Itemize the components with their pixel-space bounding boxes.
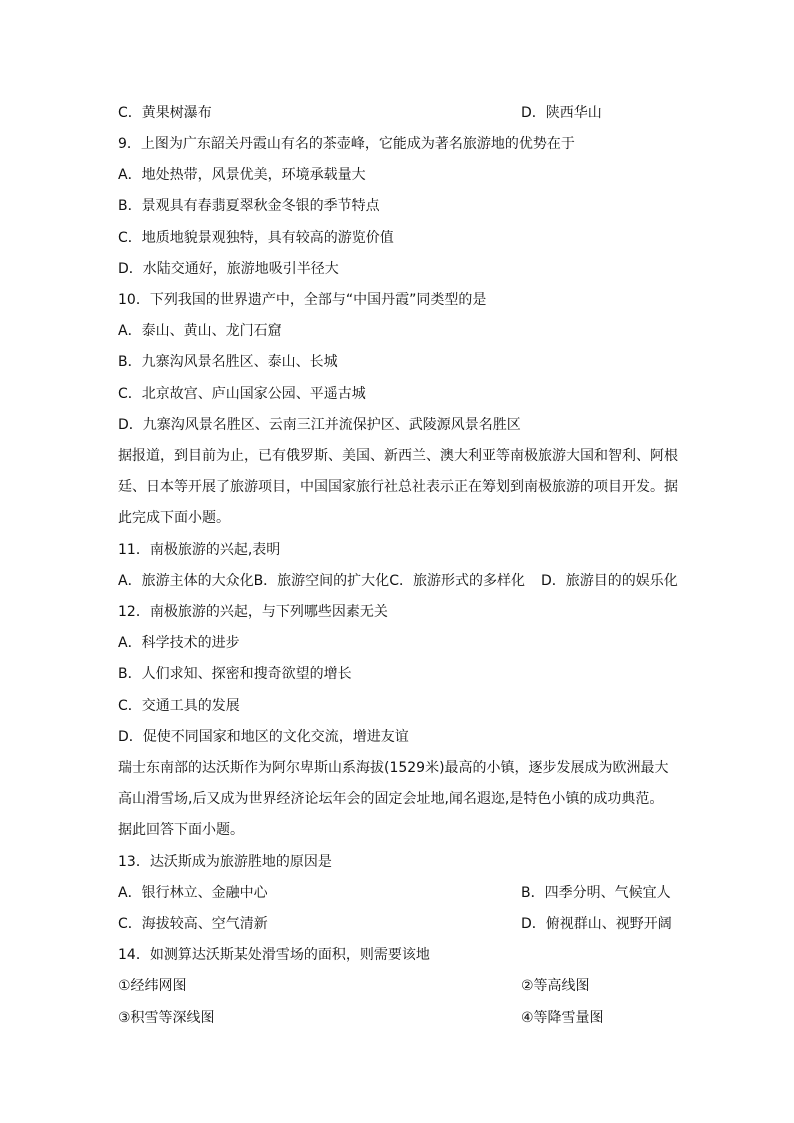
q8-option-d: D．陕西华山 xyxy=(521,105,602,121)
q14-stem: 14．如测算达沃斯某处滑雪场的面积，则需要该地 xyxy=(118,947,430,963)
q13-options-row-1 xyxy=(118,883,671,903)
q14-item-3: ③积雪等深线图 xyxy=(118,1010,215,1026)
q11-options-row xyxy=(118,571,678,591)
passage2-line-2: 高山滑雪场,后又成为世界经济论坛年会的固定会址地,闻名遐迩,是特色小镇的成功典范。 xyxy=(118,791,664,807)
q14-items-row-2 xyxy=(118,1008,604,1028)
q12-option-a: A．科学技术的进步 xyxy=(118,635,240,651)
passage1-line-3: 此完成下面小题。 xyxy=(118,510,230,526)
q11-option-b: B．旅游空间的扩大化 xyxy=(253,573,390,589)
q10-option-b: B．九寨沟风景名胜区、泰山、长城 xyxy=(118,354,338,370)
passage1-line-1: 据报道，到目前为止，已有俄罗斯、美国、新西兰、澳大利亚等南极旅游大国和智利、阿根 xyxy=(118,448,678,464)
passage2-line-3: 据此回答下面小题。 xyxy=(118,822,244,838)
q11-stem: 11．南极旅游的兴起,表明 xyxy=(118,542,281,558)
q11-option-d: D．旅游目的的娱乐化 xyxy=(540,573,678,589)
q9-option-b: B．景观具有春翡夏翠秋金冬银的季节特点 xyxy=(118,198,380,214)
q12-option-c: C．交通工具的发展 xyxy=(118,698,240,714)
q14-items-row-1 xyxy=(118,976,590,996)
q9-option-d: D．水陆交通好，旅游地吸引半径大 xyxy=(118,261,339,277)
q14-item-1: ①经纬网图 xyxy=(118,978,187,994)
q10-stem: 10．下列我国的世界遗产中，全部与“中国丹霞”同类型的是 xyxy=(118,292,487,308)
q10-option-a: A．泰山、黄山、龙门石窟 xyxy=(118,323,282,339)
q9-stem: 9．上图为广东韶关丹霞山有名的茶壶峰，它能成为著名旅游地的优势在于 xyxy=(118,136,575,152)
passage1-line-2: 廷、日本等开展了旅游项目，中国国家旅行社总社表示正在筹划到南极旅游的项目开发。据 xyxy=(118,479,678,495)
q13-option-a: A．银行林立、金融中心 xyxy=(118,885,268,901)
q13-option-c: C．海拔较高、空气清新 xyxy=(118,916,268,932)
q13-stem: 13．达沃斯成为旅游胜地的原因是 xyxy=(118,854,332,870)
passage2-line-1: 瑞士东南部的达沃斯作为阿尔卑斯山系海拔(1529米)最高的小镇，逐步发展成为欧洲最大 xyxy=(118,760,669,776)
q12-stem: 12．南极旅游的兴起，与下列哪些因素无关 xyxy=(118,604,388,620)
q12-option-b: B．人们求知、探密和搜奇欲望的增长 xyxy=(118,666,352,682)
q14-item-4: ④等降雪量图 xyxy=(521,1010,604,1026)
q13-options-row-2 xyxy=(118,914,672,934)
q13-option-b: B．四季分明、气候宜人 xyxy=(521,885,671,901)
q13-option-d: D．俯视群山、视野开阔 xyxy=(521,916,672,932)
q11-option-a: A．旅游主体的大众化 xyxy=(118,573,254,589)
q9-option-a: A．地处热带，风景优美，环境承载量大 xyxy=(118,167,366,183)
q8-options-row-2 xyxy=(118,103,602,123)
q12-option-d: D．促使不同国家和地区的文化交流，增进友谊 xyxy=(118,729,409,745)
q10-option-d: D．九寨沟风景名胜区、云南三江并流保护区、武陵源风景名胜区 xyxy=(118,417,521,433)
q10-option-c: C．北京故宫、庐山国家公园、平遥古城 xyxy=(118,386,366,402)
q11-option-c: C．旅游形式的多样化 xyxy=(389,573,525,589)
q9-option-c: C．地质地貌景观独特，具有较高的游览价值 xyxy=(118,230,394,246)
q14-item-2: ②等高线图 xyxy=(521,978,590,994)
q8-option-c: C．黄果树瀑布 xyxy=(118,105,212,121)
